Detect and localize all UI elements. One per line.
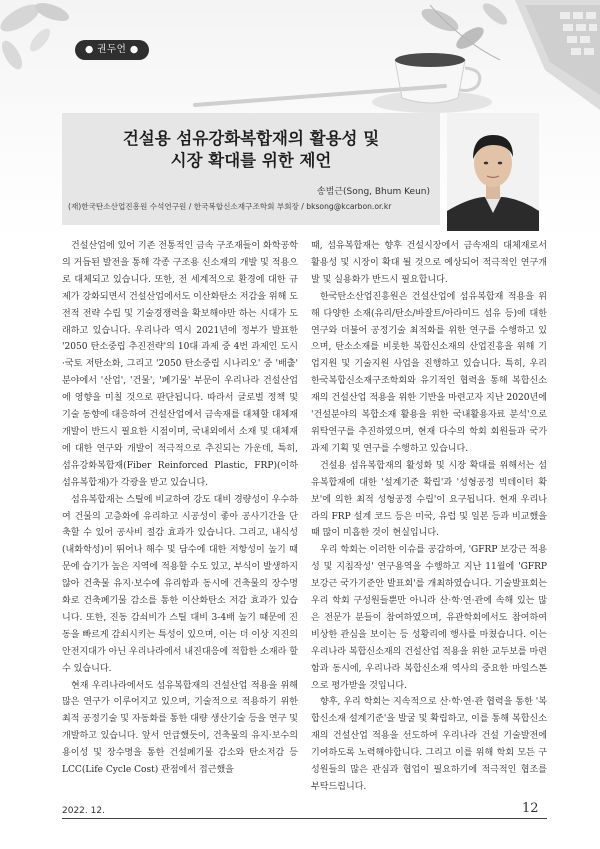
article-title	[62, 128, 440, 172]
paragraph: 현재 우리나라에서도 섬유복합재의 건설산업 적용을 위해 많은 연구가 이루어지고 있으며, 기술적으로 적용하기 위한 최적 공정기술 및 자동화를 통한 대량 생산기술 등을 연구 및 개발하고 있습니다. 앞서 언급했듯이, 건축물의 유지·보수의 용이성 및 장수명을 통한 건설폐기물 감소와 탄소저감 등 LCC(Life Cycle Cost) 관점에서 접근했을	[62, 680, 298, 776]
section-tag: ● 권두언 ●	[75, 40, 149, 60]
paragraph: 향후, 우리 학회는 지속적으로 산·학·연·관 협력을 통한 '복합신소재 설계기준'을 발굴 및 확립하고, 이를 통해 복합신소재의 건설산업 적용을 선도하여 우리나라 건설 기술발전에 기여하도록 노력해야합니다. 그리고 이를 위해 학회 모든 구성원들의 많은 관심과 협업이 필요하기에 적극적인 협조를 부탁드립니다.	[311, 697, 547, 792]
author-name: 송범근(Song, Bhum Keun)	[316, 187, 430, 197]
paragraph: 우리 학회는 이러한 이슈를 공감하여, 'GFRP 보강근 적용성 및 지침작성' 연구용역을 수행하고 지난 11월에 'GFRP 보강근 국가기준안 발표회'를 개최하였습니다. 기술발표회는 우리 학회 구성원들뿐만 아니라 산·학·연·관에 속해 있는 많은 전문가 분들이 참여하였으며, 유관학회에서도 참여하여 비상한 관심을 보이는 등 성황리에 행사를 마쳤습니다. 이는 우리나라 복합신소재의 건설산업 적용을 위한 교두보를 마련함과 동시에, 우리나라 복합신소재 역사의 중요한 마일스톤으로 평가받을 것입니다.	[311, 545, 547, 691]
title-line-2: 시장 확대를 위한 제언	[170, 151, 332, 170]
footer-date: 2022. 12.	[62, 806, 105, 816]
paragraph: 때, 섬유복합재는 향후 건설시장에서 금속재의 대체재로서 활용성 및 시장이 확대 될 것으로 예상되어 적극적인 연구개발 및 실용화가 반드시 필요합니다.	[311, 241, 547, 285]
paragraph: 섬유복합재는 스틸에 비교하여 강도 대비 경량성이 우수하여 건물의 고층화에 유리하고 시공성이 좋아 공사기간을 단축할 수 있어 공사비 절감 효과가 있습니다. 그리고, 내식성(내화학성)이 뛰어나 해수 및 담수에 대한 저항성이 높기 때문에 습기가 높은 지역에 적용할 수도 있고, 부식이 발생하지 않아 건축물 유지·보수에 유리함과 동시에 건축물의 장수명화로 건축폐기물 감소를 통한 이산화탄소 저감 효과가 있습니다. 또한, 진동 감쇠비가 스틸 대비 3-4배 높기 때문에 진동을 빠르게 감쇠시키는 특성이 있으며, 이는 더 이상 지진의 안전지대가 아닌 우리나라에서 내진대응에 적합한 소재라 할 수 있습니다.	[62, 494, 298, 674]
author-affiliation: (재)한국탄소산업진흥원 수석연구원 / 한국복합신소재구조학회 부회장 / bksong@kcarbon.or.kr	[68, 202, 392, 211]
paragraph: 건설산업에 있어 기존 전통적인 금속 구조재들이 화학공학의 거듭된 발전을 통해 각종 구조용 신소재의 개발 및 적용으로 대체되고 있습니다. 또한, 전 세계적으로 환경에 대한 규제가 강화되면서 건설산업에서도 이산화탄소 저감을 위해 도전적 전략 수립 및 기술경쟁력을 확보해야만 하는 시대가 도래하고 있습니다. 우리나라 역시 2021년에 정부가 발표한 '2050 탄소중립 추진전략'의 10대 과제 중 4번 과제인 도시·국토 저탄소화, 그리고 '2050 탄소중립 시나리오' 중 '배출' 분야에서 '산업', '건물', '폐기물' 부문이 우리나라 건설산업에 영향을 미칠 것으로 판단됩니다. 따라서 글로벌 정책 및 기술 동향에 대응하여 건설산업에서 금속재를 대체할 대체재 개발이 반드시 필요한 시점이며, 국내외에서 소재 및 대체재에 대한 연구와 개발이 적극적으로 추진되는 가운데, 특히, 섬유강화복합재(Fiber Reinforced Plastic, FRP)(이하 섬유복합재)가 각광을 받고 있습니다.	[62, 241, 298, 488]
body-column-left	[62, 238, 298, 779]
body-column-right	[311, 238, 547, 796]
author-photo	[447, 113, 539, 231]
paragraph: 한국탄소산업진흥원은 건설산업에 섬유복합재 적용을 위해 다양한 소재(유리/탄소/바잘트/아라미드 섬유 등)에 대한 연구와 더불어 공정기술 최적화를 위한 연구를 수행하고 있으며, 탄소소재를 비롯한 복합신소재의 산업진흥을 위해 기업지원 및 기술지원 사업을 진행하고 있습니다. 특히, 우리 한국복합신소재구조학회와 유기적인 협력을 통해 복합신소재의 건설산업 적용을 위한 기반을 마련고자 지난 2020년에 '건설분야의 복합소재 활용을 위한 국내활용자료 분석'으로 위탁연구를 추진하였으며, 현재 다수의 학회 회원들과 국가과제 기획 및 연구를 수행하고 있습니다.	[311, 291, 547, 454]
title-line-1: 건설용 섬유강화복합재의 활용성 및	[122, 129, 380, 148]
page-number: 12	[522, 801, 539, 816]
laptop-keyboard-icon	[505, 0, 600, 110]
footer-divider	[62, 818, 547, 819]
paragraph: 건설용 섬유복합재의 활성화 및 시장 확대를 위해서는 섬유복합재에 대한 '설계기준 확립'과 '성형공정 빅데이터 확보'에 의한 최적 성형공정 수립'이 요구됩니다. 현재 우리나라의 FRP 설계 코드 등은 미국, 유럽 및 일본 등과 비교했을 때 많이 미흡한 것이 현실입니다.	[311, 460, 547, 539]
pen-icon	[190, 80, 450, 110]
